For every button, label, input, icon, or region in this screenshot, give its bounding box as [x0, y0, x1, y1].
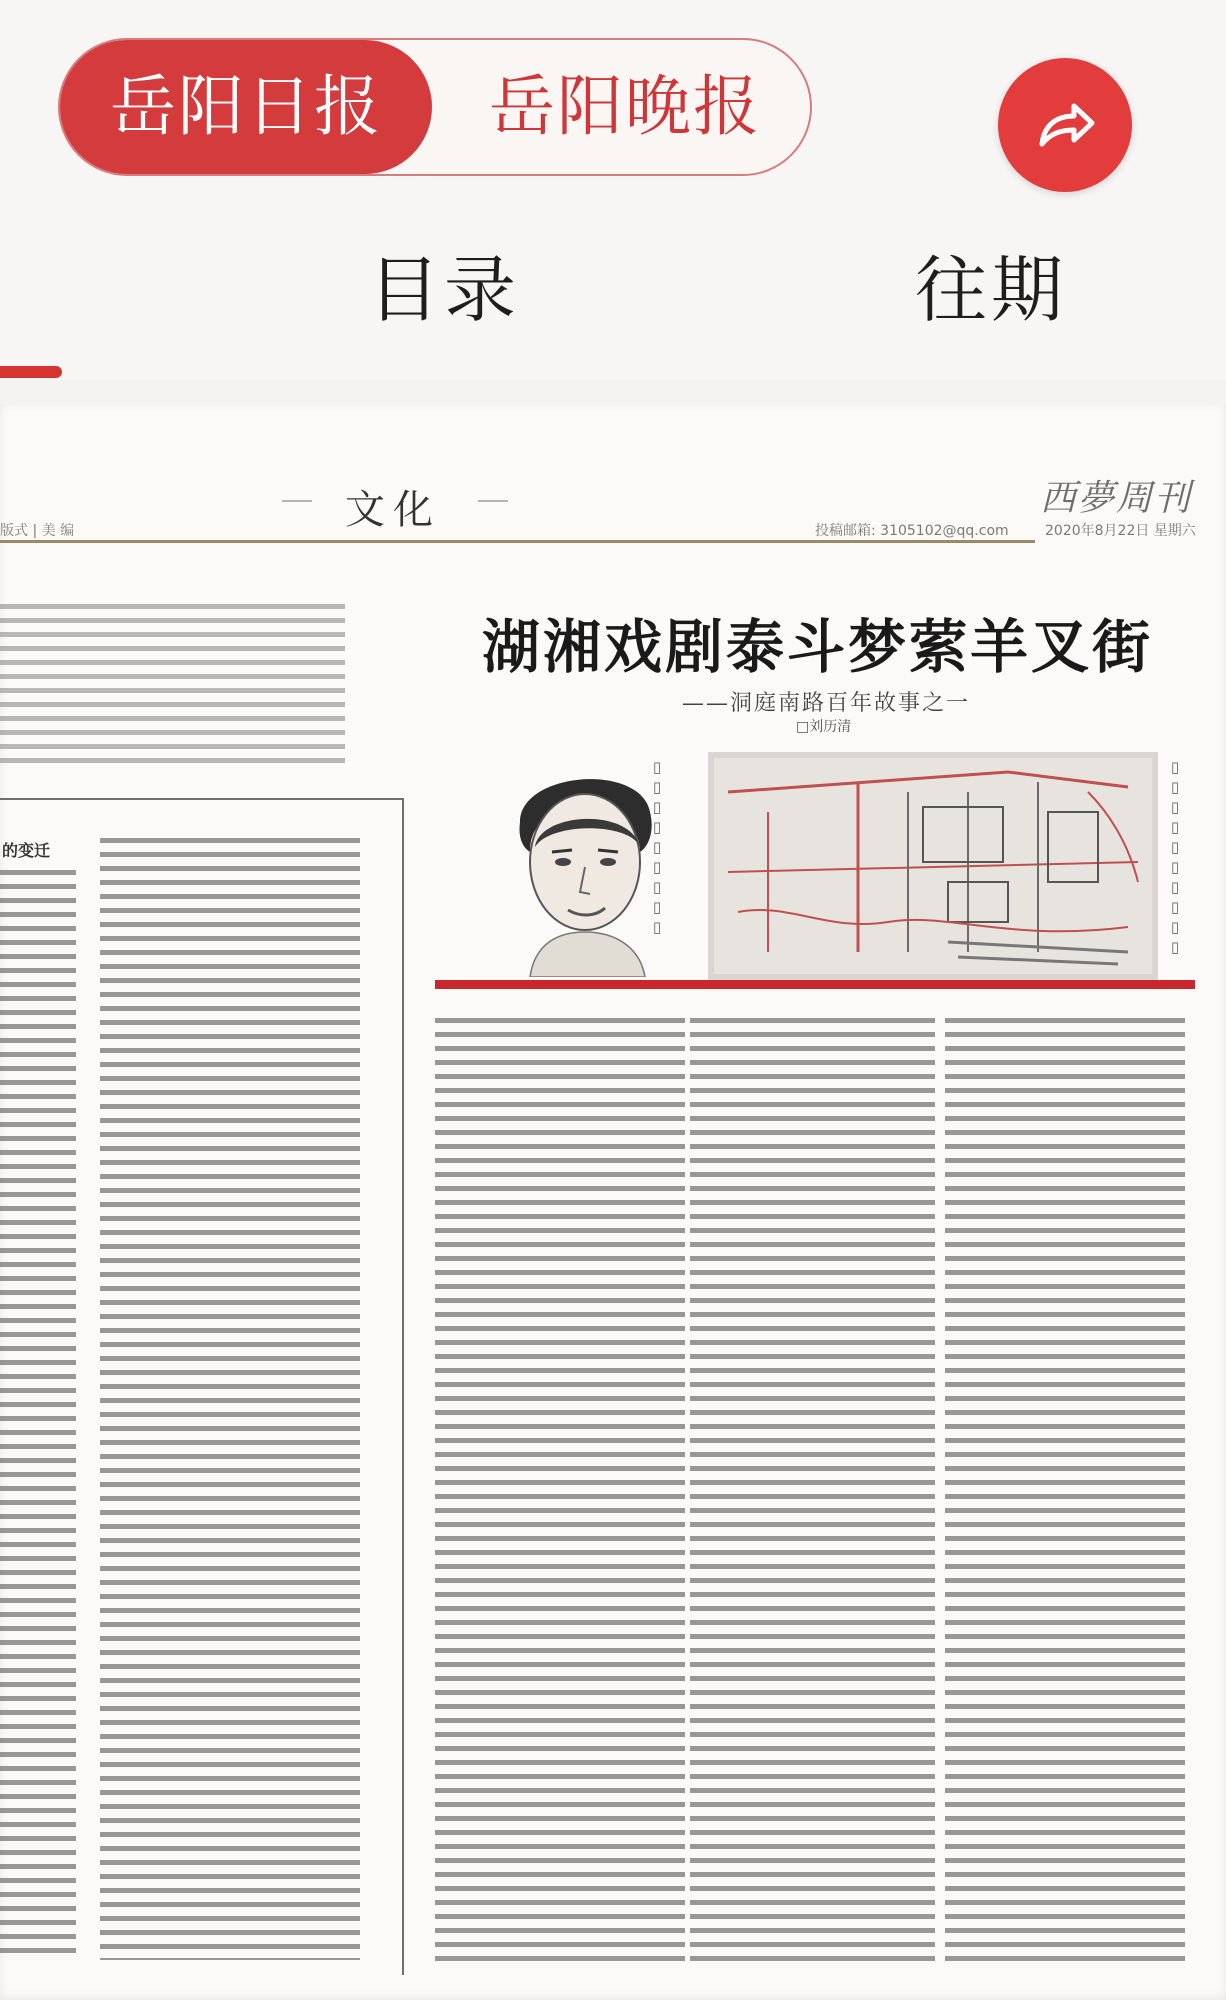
contact-email: 投稿邮箱: 3105102@qq.com — [815, 523, 1009, 539]
hand-drawn-map-image[interactable] — [708, 752, 1158, 980]
portrait-caption: ▯▯▯▯▯▯▯▯▯ — [648, 758, 666, 938]
tab-yueyang-daily[interactable]: 岳阳日报 — [60, 40, 432, 174]
sidebar-text-col-2 — [100, 838, 360, 1960]
sidebar-text-col-1 — [0, 870, 76, 1960]
section-dash-right — [478, 500, 508, 502]
article-col-3 — [945, 1018, 1185, 1968]
sidebar-column-title: 的变迁 — [2, 841, 51, 860]
nav-past-issues[interactable]: 往期 — [915, 248, 1068, 332]
share-button[interactable] — [998, 58, 1132, 192]
active-tab-indicator — [0, 366, 62, 378]
share-arrow-icon — [1030, 90, 1100, 160]
header-rule — [0, 540, 1035, 543]
article-headline: 湖湘戏剧泰斗梦萦羊叉街 — [482, 613, 1154, 681]
article-divider — [435, 980, 1195, 989]
article-subheadline: ——洞庭南路百年故事之一 — [682, 691, 971, 716]
article-col-1 — [435, 1018, 685, 1968]
issue-date: 2020年8月22日 星期六 — [1045, 523, 1196, 539]
article-text-upper-left — [0, 604, 345, 766]
tab-yueyang-evening[interactable]: 岳阳晚报 — [489, 68, 761, 145]
section-label: 文化 — [345, 487, 441, 533]
article-col-2 — [690, 1018, 935, 1968]
article-byline: □刘历清 — [796, 719, 852, 735]
section-dash-left — [282, 500, 312, 502]
page-left-header: 版式 | 美 编 — [0, 523, 75, 539]
nav-contents[interactable]: 目录 — [368, 248, 521, 332]
masthead-logo: 西夢周刊 — [1040, 478, 1193, 519]
map-caption: ▯▯▯▯▯▯▯▯▯▯ — [1166, 758, 1184, 958]
